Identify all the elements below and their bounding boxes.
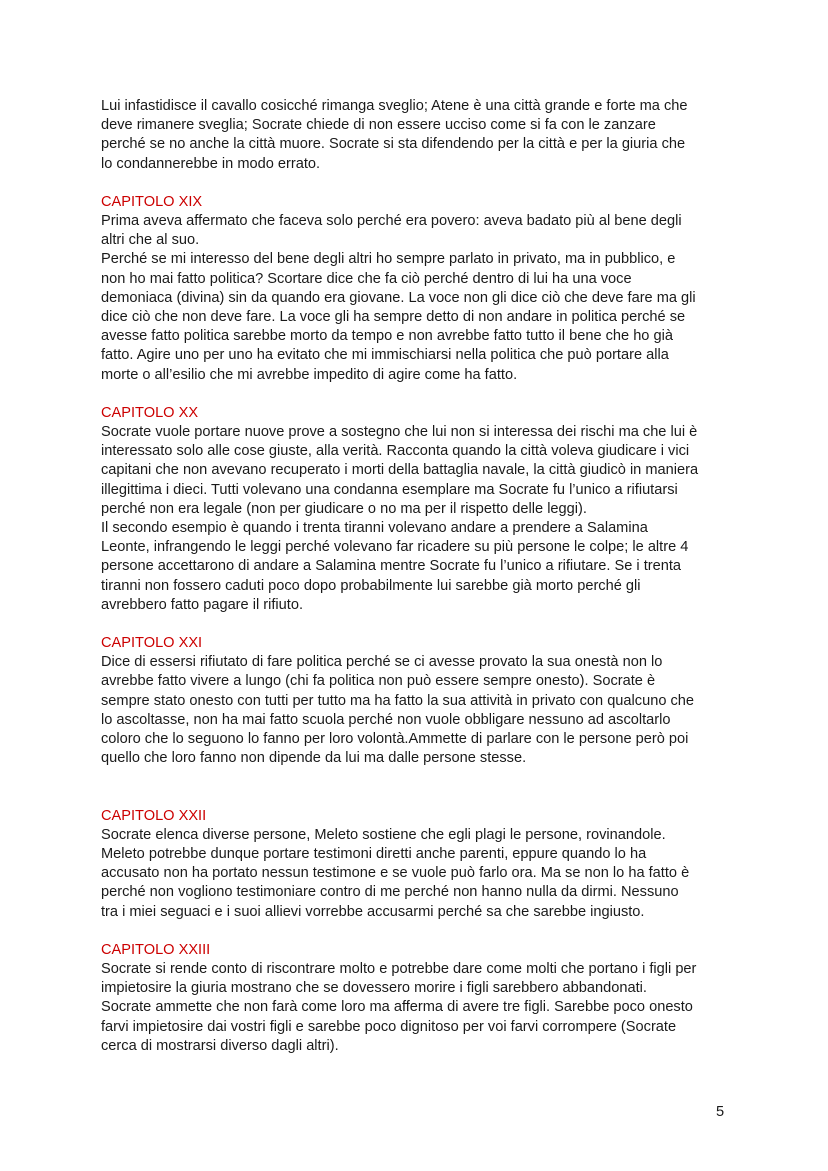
chapter-heading: CAPITOLO XXIII <box>101 941 211 958</box>
chapter-section <box>101 634 736 768</box>
chapter-section <box>101 404 736 615</box>
chapter-section <box>101 193 736 385</box>
chapter-text: Socrate elenca diverse persone, Meleto sostiene che egli plagi le persone, rovinandole. Meleto potrebbe dunque portare testimoni diretti anche parenti, eppure quando lo ha accusato non ha portato nessun testimone e se vuole può farlo ora. Ma se non lo ha fatto è perché non vogliono testimoniare contro di me perché non hanno nulla da dirmi. Nessuno tra i miei seguaci e i suoi allievi vorrebbe accusarmi perché sa che sarebbe ingiusto. <box>101 826 690 920</box>
chapter-heading: CAPITOLO XXI <box>101 635 203 652</box>
chapter-heading: CAPITOLO XIX <box>101 193 203 210</box>
intro-paragraph: Lui infastidisce il cavallo cosicché rimanga sveglio; Atene è una città grande e forte ma che deve rimanere sveglia; Socrate chiede di non essere ucciso come si fa con le zanzare perché se no anche la città muore. Socrate si sta difendendo per la città e per la giuria che lo condannerebbe in modo errato. <box>101 98 688 172</box>
page-number: 5 <box>716 1104 725 1120</box>
chapter-text: Dice di essersi rifiutato di fare politica perché se ci avesse provato la sua onestà non lo avrebbe fatto vivere a lungo (chi fa politica non può essere sempre onesto). Socrate è sempre stato onesto con tutti per tutto ma ha fatto la sua attività in privato con qualcuno che lo ascoltasse, non ha mai fatto scuola perché non vuole obbligare nessuno ad ascoltarlo coloro che lo seguono lo fanno per loro volontà.Ammette di parlare con le persone però poi quello che loro fanno non dipende da lui ma dalle persone stesse. <box>101 654 695 767</box>
chapter-text: Prima aveva affermato che faceva solo perché era povero: aveva badato più al bene degli altri che al suo. Perché se mi interesso del bene degli altri ho sempre parlato in privato, ma in pubblico, e non ho mai fatto politica? Scortare dice che fa ciò perché dentro di lui ha una voce demoniaca (divina) sin da quando era giovane. La voce non gli dice ciò che deve fare ma gli dice ciò che non deve fare. La voce gli ha sempre detto di non andare in politica perché se avesse fatto politica sarebbe morto da tempo e non avrebbe fatto tutto il bene che ho già fatto. Agire uno per uno ha evitato che mi immischiarsi nella politica che può portare alla morte o all’esilio che mi avrebbe impedito di agire come ha fatto. <box>101 213 696 383</box>
chapter-text: Socrate vuole portare nuove prove a sostegno che lui non si interessa dei rischi ma che lui è interessato solo alle cose giuste, alla verità. Racconta quando la città voleva giudicare i vici capitani che non avevano recuperato i morti della battaglia navale, la città giudicò in maniera illegittima i dieci. Tutti volevano una condanna esemplare ma Socrate fu l’unico a rifiutarsi perché non era legale (non per giudicare o no ma per il rispetto delle leggi). Il secondo esempio è quando i trenta tiranni volevano andare a prendere a Salamina Leonte, infrangendo le leggi perché volevano far ricadere su più persone le colpe; le altre 4 persone accettarono di andare a Salamina mentre Socrate fu l’unico a rifiutare. Se i trenta tiranni non fossero caduti poco dopo probabilmente lui sarebbe già morto perché gli avrebbero fatto pagare il rifiuto. <box>101 424 699 613</box>
chapter-text: Socrate si rende conto di riscontrare molto e potrebbe dare come molti che portano i figli per impietosire la giuria mostrano che se dovessero morire i figli sarebbero abbandonati. Socrate ammette che non farà come loro ma afferma di avere tre figli. Sarebbe poco onesto farvi impietosire dai vostri figli e sarebbe poco dignitoso per voi farvi corrompere (Socrate cerca di mostrarsi diverso dagli altri). <box>101 960 697 1054</box>
document-page <box>101 97 736 1056</box>
chapter-section <box>101 941 736 1056</box>
chapter-heading: CAPITOLO XXII <box>101 807 207 824</box>
chapter-section <box>101 807 736 922</box>
chapter-heading: CAPITOLO XX <box>101 404 199 421</box>
